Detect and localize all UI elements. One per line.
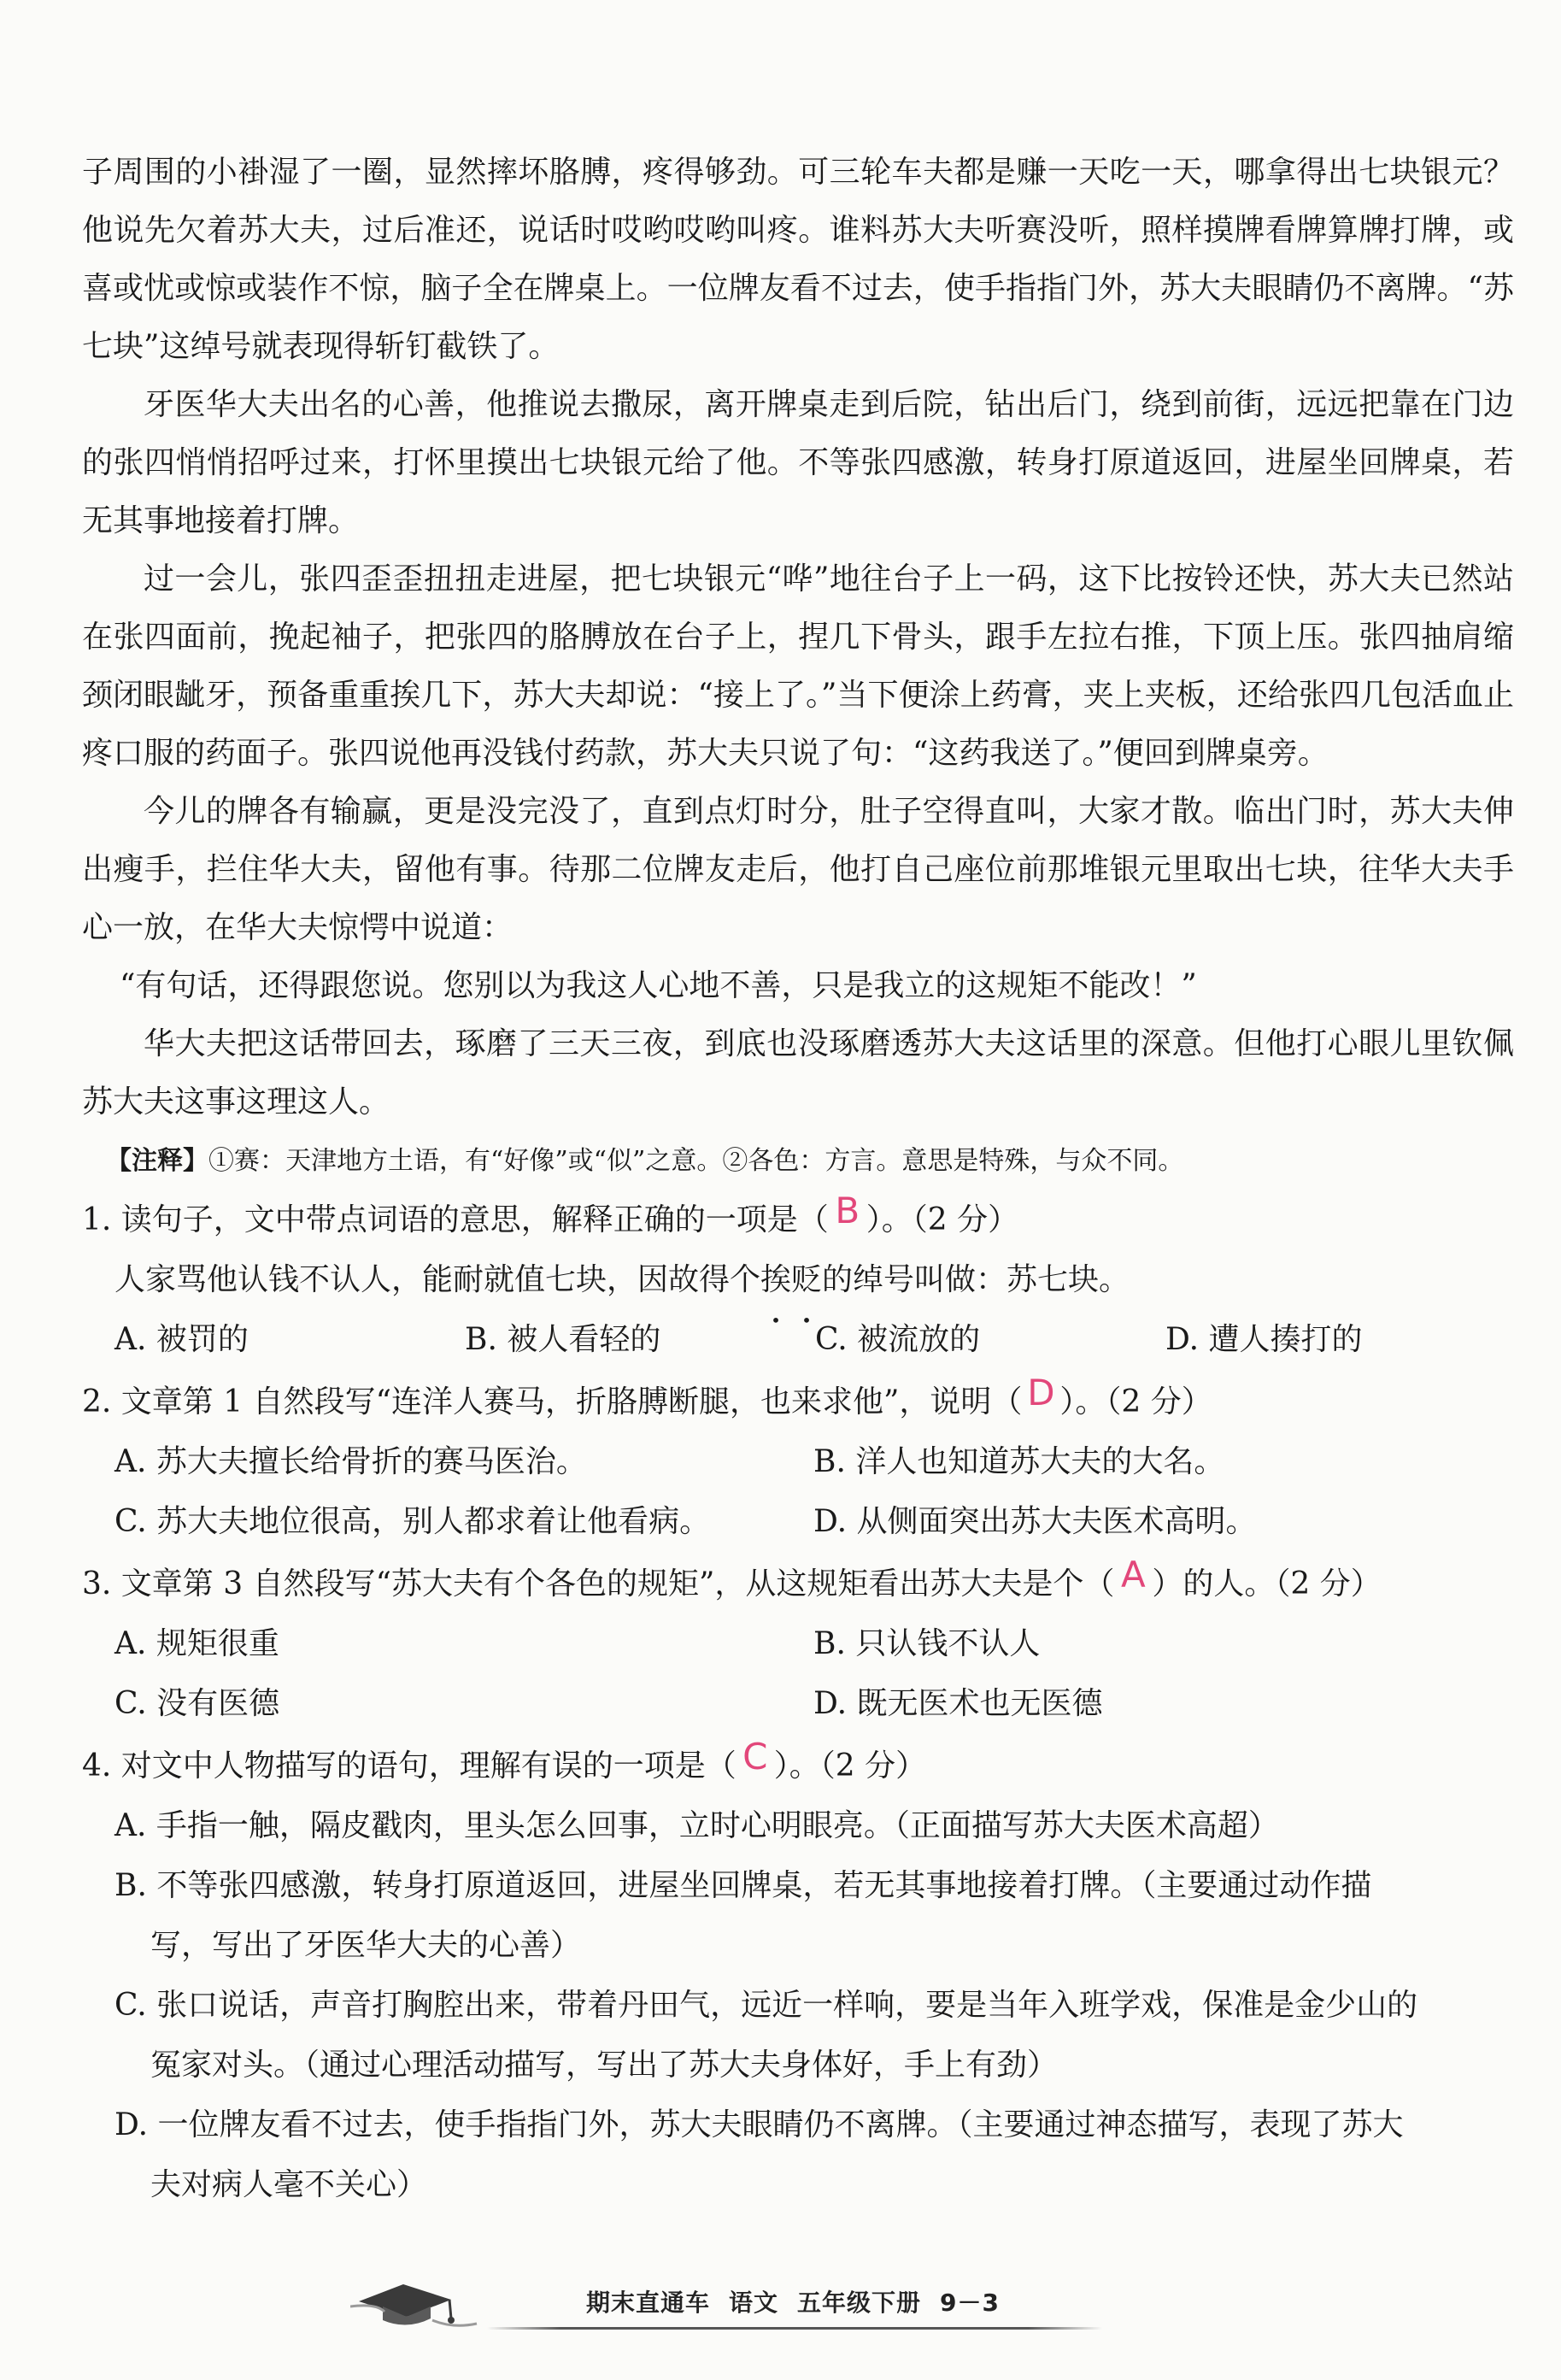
- option-text-continued: 冤家对头。（通过心理活动描写，写出了苏大夫身体好，手上有劲）: [150, 2048, 1059, 2083]
- question-stem: [82, 1734, 1514, 1796]
- passage-paragraph: 今儿的牌各有输赢，更是没完没了，直到点灯时分，肚子空得直叫，大家才散。临出门时，苏大夫伸出瘦手，拦住华大夫，留他有事。待那二位牌友走后，他打自己座位前那堆银元里取出七块，往华大夫手心一放，在华大夫惊愕中说道：: [82, 794, 1514, 945]
- option-b[interactable]: B. 洋人也知道苏大夫的大名。: [813, 1444, 1225, 1479]
- option-c[interactable]: C. 被流放的: [815, 1322, 981, 1357]
- footer-subject: 语文: [729, 2289, 779, 2317]
- option-grid: [114, 1614, 1514, 1734]
- dotted-char: 贬: [791, 1262, 823, 1297]
- option-row: [114, 1310, 1514, 1370]
- footer-label: [586, 2284, 1018, 2318]
- question-suffix: ）。（2 分）: [1059, 1384, 1212, 1419]
- sentence-text: 人家骂他认钱不认人，能耐就值七块，因故得个: [114, 1262, 761, 1297]
- question-prefix: 4. 对文中人物描写的语句，理解有误的一项是（: [82, 1748, 736, 1784]
- passage-paragraph: 过一会儿，张四歪歪扭扭走进屋，把七块银元“哗”地往台子上一码，这下比按铃还快，苏大夫已然站在张四面前，挽起袖子，把张四的胳膊放在台子上，捏几下骨头，跟手左拉右推，下顶上压。张四抽肩缩颈闭眼龇牙，预备重重挨几下，苏大夫却说：“接上了。”当下便涂上药膏，夹上夹板，还给张四几包活血止疼口服的药面子。张四说他再没钱付药款，苏大夫只说了句：“这药我送了。”便回到牌桌旁。: [82, 561, 1514, 771]
- note-text: ①赛：天津地方土语，有“好像”或“似”之意。②各色：方言。意思是特殊，与众不同。: [208, 1146, 1184, 1176]
- question-stem: [82, 1552, 1514, 1614]
- question-suffix: ）。（2 分）: [866, 1202, 1019, 1237]
- question-prefix: 1. 读句子，文中带点词语的意思，解释正确的一项是（: [82, 1202, 829, 1237]
- option-text: A. 手指一触，隔皮戳肉，里头怎么回事，立时心明眼亮。（正面描写苏大夫医术高超）: [114, 1808, 1279, 1843]
- passage-quote: “有句话，还得跟您说。您别以为我这人心地不善，只是我立的这规矩不能改！”: [120, 968, 1197, 1003]
- option-text: C. 张口说话，声音打胸腔出来，带着丹田气，远近一样响，要是当年入班学戏，保准是金少山的: [114, 1988, 1418, 2023]
- answer-mark: B: [835, 1190, 860, 1231]
- graduation-cap-icon: [350, 2269, 478, 2337]
- option-b[interactable]: [114, 1856, 1514, 1976]
- question-stem: [82, 1370, 1514, 1432]
- page-footer: [0, 2269, 1561, 2337]
- footer-grade: 五年级下册: [797, 2289, 922, 2317]
- page-content: [82, 144, 1514, 2215]
- question-suffix: ）。（2 分）: [773, 1748, 927, 1784]
- option-text-continued: 写，写出了牙医华大夫的心善）: [150, 1928, 582, 1963]
- option-text-continued: 夫对病人毫不关心）: [150, 2167, 428, 2202]
- question-stem: [82, 1188, 1514, 1250]
- option-d[interactable]: D. 从侧面突出苏大夫医术高明。: [813, 1504, 1257, 1539]
- option-a[interactable]: [114, 1796, 1514, 1856]
- passage-paragraph: 子周围的小褂湿了一圈，显然摔坏胳膊，疼得够劲。可三轮车夫都是赚一天吃一天，哪拿得出七块银元？他说先欠着苏大夫，过后准还，说话时哎哟哎哟叫疼。谁料苏大夫听赛没听，照样摸牌看牌算牌打牌，或喜或忧或惊或装作不惊，脑子全在牌桌上。一位牌友看不过去，使手指指门外，苏大夫眼睛仍不离牌。“苏七块”这绰号就表现得斩钉截铁了。: [82, 155, 1514, 364]
- note-tag: 【注释】: [106, 1146, 208, 1176]
- option-text: B. 不等张四感激，转身打原道返回，进屋坐回牌桌，若无其事地接着打牌。（主要通过动作描: [114, 1868, 1372, 1903]
- footer-series: 期末直通车: [586, 2289, 711, 2317]
- question-2: [82, 1370, 1514, 1552]
- annotation-note: [106, 1135, 1514, 1188]
- question-prefix: 3. 文章第 3 自然段写“苏大夫有个各色的规矩”，从这规矩看出苏大夫是个（: [82, 1566, 1115, 1601]
- answer-mark: D: [1027, 1372, 1055, 1413]
- option-c[interactable]: C. 苏大夫地位很高，别人都求着让他看病。: [114, 1504, 711, 1539]
- question-4: [82, 1734, 1514, 2215]
- sentence-text: 的绰号叫做：苏七块。: [822, 1262, 1130, 1297]
- question-1: [82, 1188, 1514, 1370]
- question-prefix: 2. 文章第 1 自然段写“连洋人赛马，折胳膊断腿，也来求他”，说明（: [82, 1384, 1023, 1419]
- question-3: [82, 1552, 1514, 1734]
- option-text: D. 一位牌友看不过去，使手指指门外，苏大夫眼睛仍不离牌。（主要通过神态描写，表现了苏大: [114, 2107, 1404, 2142]
- option-c[interactable]: [114, 1976, 1514, 2095]
- option-a[interactable]: A. 苏大夫擅长给骨折的赛马医治。: [114, 1444, 587, 1479]
- option-d[interactable]: D. 遭人揍打的: [1165, 1322, 1363, 1357]
- option-b[interactable]: B. 只认钱不认人: [813, 1626, 1041, 1661]
- quoted-sentence: [114, 1250, 1514, 1310]
- answer-mark: C: [742, 1736, 768, 1778]
- option-c[interactable]: C. 没有医德: [114, 1686, 280, 1721]
- footer-rule: [487, 2327, 1102, 2330]
- question-suffix: ）的人。（2 分）: [1152, 1566, 1382, 1601]
- option-a[interactable]: A. 被罚的: [114, 1322, 249, 1357]
- passage-paragraph: 牙医华大夫出名的心善，他推说去撒尿，离开牌桌走到后院，钻出后门，绕到前街，远远把靠在门边的张四悄悄招呼过来，打怀里摸出七块银元给了他。不等张四感激，转身打原道返回，进屋坐回牌桌，若无其事地接着打牌。: [82, 387, 1514, 538]
- option-grid: [114, 1432, 1514, 1552]
- option-d[interactable]: [114, 2095, 1514, 2215]
- answer-mark: A: [1121, 1554, 1146, 1595]
- option-b[interactable]: B. 被人看轻的: [465, 1322, 661, 1357]
- dotted-char: 挨: [760, 1262, 792, 1297]
- footer-page-number: 9－3: [940, 2289, 1001, 2317]
- option-a[interactable]: A. 规矩很重: [114, 1626, 279, 1661]
- option-d[interactable]: D. 既无医术也无医德: [813, 1686, 1103, 1721]
- passage-paragraph: 华大夫把这话带回去，琢磨了三天三夜，到底也没琢磨透苏大夫这话里的深意。但他打心眼儿里钦佩苏大夫这事这理这人。: [82, 1026, 1514, 1119]
